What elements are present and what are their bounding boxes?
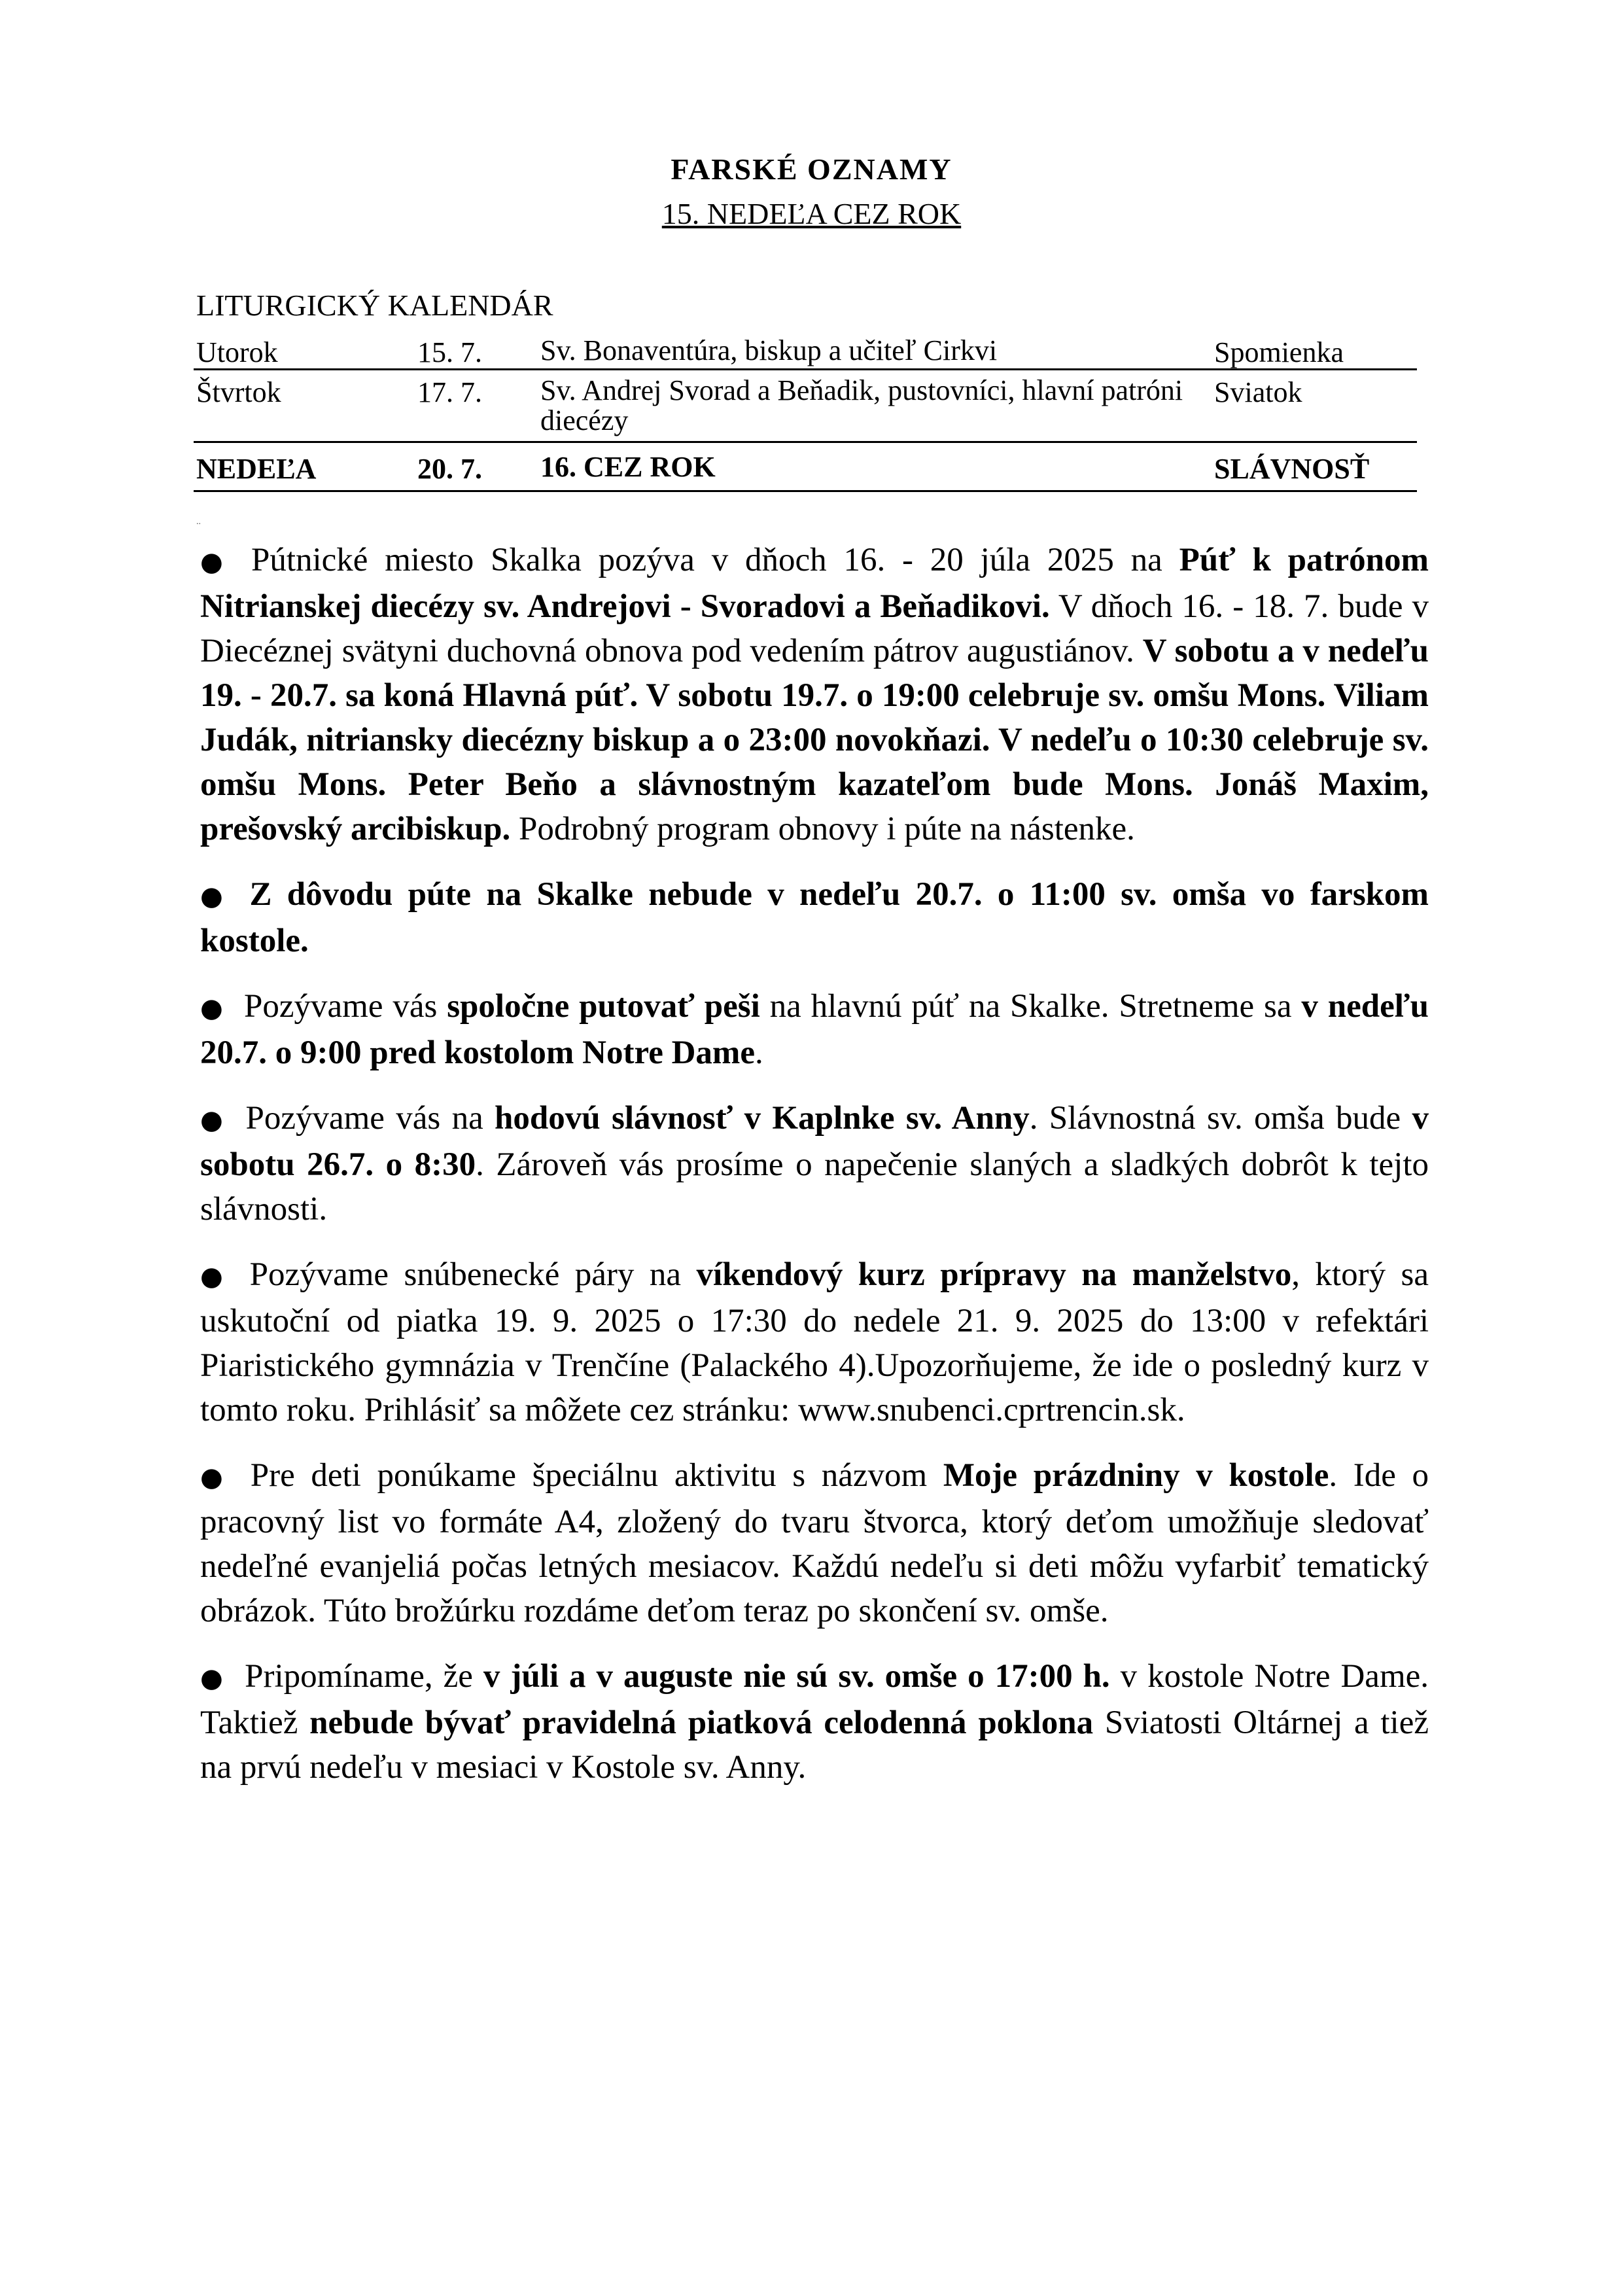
announcement-text: v kostole Notre Dame. Taktiež (200, 1658, 1429, 1741)
announcement-emphasis: v sobotu 26.7. o 8:30 (200, 1100, 1429, 1183)
calendar-date: 20. 7. (417, 453, 482, 485)
announcement-emphasis: v nedeľu 20.7. o 9:00 pred kostolom Notre Dame (200, 988, 1429, 1071)
calendar-feast-name: Sv. Andrej Svorad a Beňadik, pustovníci, hlavní patróni diecézy (540, 374, 1183, 436)
announcement-emphasis: Z dôvodu púte na Skalke nebude v nedeľu 20.7. o 11:00 sv. omša vo farskom kostole. (200, 876, 1429, 959)
page-title: FARSKÉ OZNAMY (671, 152, 952, 186)
announcement-text: V dňoch 16. - 18. 7. bude v Diecéznej svätyni duchovná obnova pod vedením pátrov augustiánov. (200, 588, 1429, 669)
announcement-emphasis: V sobotu a v nedeľu 19. - 20.7. sa koná Hlavná púť. V sobotu 19.7. o 19:00 celebruje sv. omšu Mons. Viliam Judák, nitriansky diecézny biskup a o 23:00 novokňazi. V nedeľu o 10:30 celebruje sv. omšu Mons. Peter Beňo a slávnostným kazateľom bude Mons. Jonáš Maxim, prešovský arcibiskup. (200, 633, 1429, 847)
page-subtitle: 15. NEDEĽA CEZ ROK (661, 197, 962, 230)
announcement-item (200, 1096, 1429, 1231)
bullet-icon: ● (200, 1262, 230, 1292)
calendar-rank: SLÁVNOSŤ (1214, 453, 1370, 485)
announcement-emphasis: Púť k patrónom Nitrianskej diecézy sv. Andrejovi - Svoradovi a Beňadikovi. (200, 542, 1429, 625)
bullet-icon: ● (200, 547, 232, 577)
announcement-emphasis: spoločne putovať peši (447, 988, 760, 1025)
bullet-icon: ● (200, 881, 230, 911)
bullet-icon: ● (200, 993, 225, 1023)
calendar-feast-name: Sv. Bonaventúra, biskup a učiteľ Cirkvi (540, 334, 998, 366)
calendar-heading: LITURGICKÝ KALENDÁR (196, 289, 553, 322)
calendar-row (194, 330, 1417, 370)
calendar-day: NEDEĽA (196, 453, 317, 485)
announcement-text: Sviatosti Oltárnej a tiež na prvú nedeľu v mesiaci v Kostole sv. Anny. (200, 1704, 1429, 1786)
announcement-text: Podrobný program obnovy i púte na nástenke. (510, 811, 1135, 847)
announcement-text: na hlavnú púť na Skalke. Stretneme sa (759, 988, 1302, 1025)
small-mark: .. (196, 517, 201, 527)
calendar-row (194, 443, 1417, 492)
calendar-day: Štvrtok (196, 376, 281, 408)
announcement-text: . Ide o pracovný list vo formáte A4, zložený do tvaru štvorca, ktorý deťom umožňuje sledovať nedeľné evanjeliá počas letných mesiacov. Každú nedeľu si deti môžu vyfarbiť tematický obrázok. Túto brožúrku rozdáme deťom teraz po skončení sv. omše. (200, 1457, 1429, 1629)
announcement-emphasis: víkendový kurz prípravy na manželstvo (696, 1256, 1292, 1293)
announcement-emphasis: Moje prázdniny v kostole (943, 1457, 1329, 1494)
calendar-rank: Sviatok (1214, 376, 1302, 408)
announcement-text: . Zároveň vás prosíme o napečenie slaných a sladkých dobrôt k tejto slávnosti. (200, 1146, 1429, 1227)
bullet-icon: ● (200, 1105, 226, 1135)
announcement-text: Pozývame vás na (245, 1100, 495, 1137)
announcement-item (200, 872, 1429, 963)
announcement-text: Pozývame vás (244, 988, 447, 1025)
announcement-item (200, 1453, 1429, 1633)
announcement-item (200, 538, 1429, 851)
calendar-day: Utorok (196, 336, 278, 368)
announcement-text: Pozývame snúbenecké páry na (249, 1256, 697, 1293)
announcement-item (200, 1252, 1429, 1432)
announcement-text: . (755, 1034, 763, 1071)
calendar-date: 15. 7. (417, 336, 482, 368)
calendar-rank: Spomienka (1214, 336, 1344, 368)
calendar-feast-name: 16. CEZ ROK (540, 451, 716, 483)
bullet-icon: ● (200, 1462, 231, 1492)
announcement-emphasis: nebude bývať pravidelná piatková celodenná poklona (309, 1704, 1094, 1741)
liturgical-calendar-table (194, 330, 1417, 492)
announcement-text: Pre deti ponúkame špeciálnu aktivitu s názvom (250, 1457, 943, 1494)
bullet-icon: ● (200, 1663, 226, 1693)
announcement-text: , ktorý sa uskutoční od piatka 19. 9. 2025 o 17:30 do nedele 21. 9. 2025 do 13:00 v refektári Piaristického gymnázia v Trenčíne (Palackého 4).Upozorňujeme, že ide o posledný kurz v tomto roku. Prihlásiť sa môžete cez stránku: www.snubenci.cprtrencin.sk. (200, 1256, 1429, 1428)
announcement-text: Pripomíname, že (245, 1658, 483, 1695)
announcement-item (200, 984, 1429, 1075)
announcement-emphasis: v júli a v auguste nie sú sv. omše o 17:00 h. (483, 1658, 1110, 1695)
announcement-text: Pútnické miesto Skalka pozýva v dňoch 16. - 20 júla 2025 na (251, 542, 1179, 578)
announcement-item (200, 1654, 1429, 1790)
announcement-emphasis: hodovú slávnosť v Kaplnke sv. Anny (495, 1100, 1030, 1137)
calendar-date: 17. 7. (417, 376, 482, 408)
announcements-list (200, 538, 1429, 1810)
calendar-row (194, 370, 1417, 443)
announcement-text: . Slávnostná sv. omša bude (1029, 1100, 1412, 1137)
